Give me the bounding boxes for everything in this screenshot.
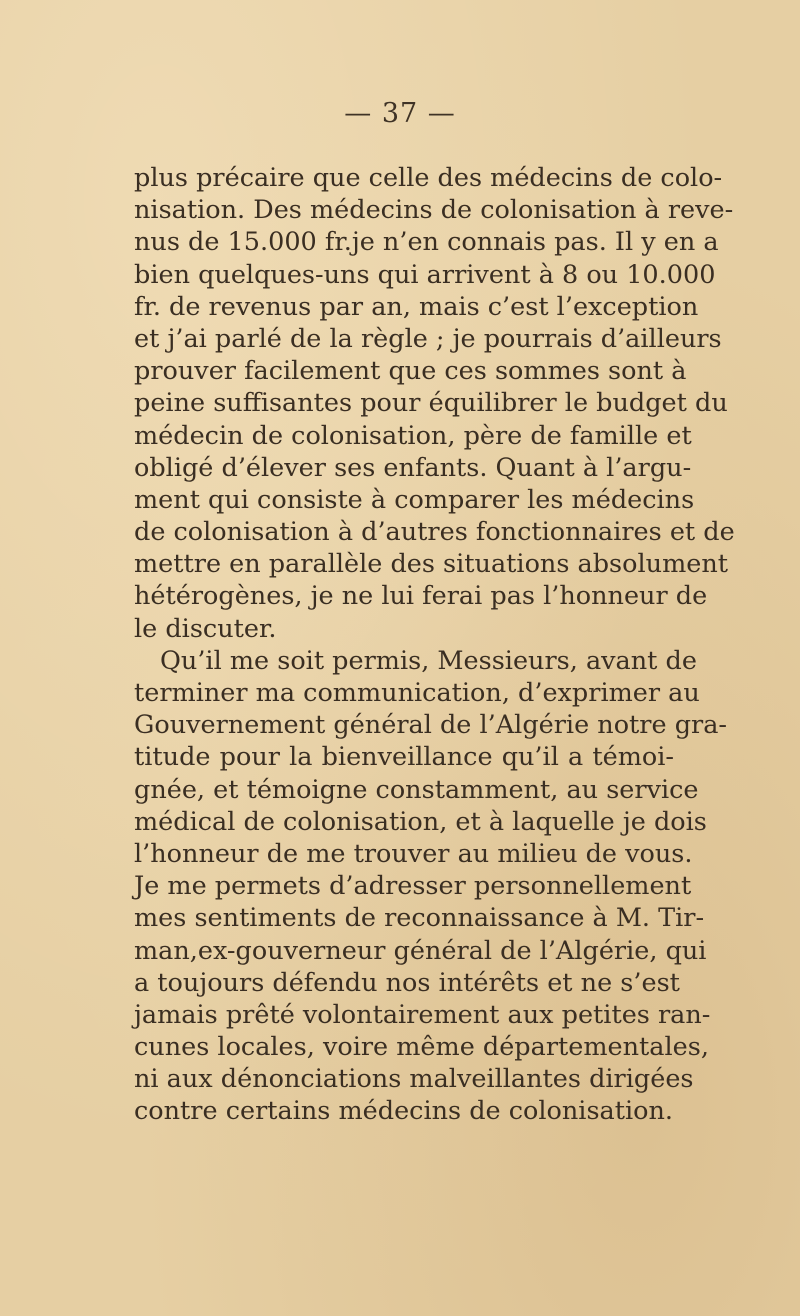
text-line: cunes locales, voire même départementales, (134, 1032, 709, 1063)
text-line: le discuter. (134, 613, 277, 644)
body-text (134, 162, 735, 1128)
text-line: nus de 15.000 fr.je n’en connais pas. Il y en a (134, 227, 719, 258)
text-line: médecin de colonisation, père de famille et (134, 420, 692, 451)
page-number: — 37 — (344, 98, 456, 129)
text-line: Qu’il me soit permis, Messieurs, avant de (160, 645, 697, 676)
text-line: man,ex-gouverneur général de l’Algérie, qui (134, 935, 707, 966)
text-line: médical de colonisation, et à laquelle je dois (134, 806, 707, 837)
text-line: jamais prêté volontairement aux petites ran- (134, 999, 711, 1030)
text-line: Gouvernement général de l’Algérie notre gra- (134, 710, 728, 741)
text-line: Je me permets d’adresser personnellement (134, 871, 692, 902)
text-line: prouver facilement que ces sommes sont à (134, 356, 687, 387)
text-line: ment qui consiste à comparer les médecins (134, 484, 695, 515)
text-line: ni aux dénonciations malveillantes dirigées (134, 1064, 694, 1095)
text-line: obligé d’élever ses enfants. Quant à l’argu- (134, 452, 692, 483)
text-line: terminer ma communication, d’exprimer au (134, 678, 700, 708)
text-line: hétérogènes, je ne lui ferai pas l’honneur de (134, 581, 708, 612)
text-line: mettre en parallèle des situations absolument (134, 549, 729, 580)
text-line: l’honneur de me trouver au milieu de vous. (134, 838, 693, 869)
text-line: plus précaire que celle des médecins de colo- (134, 163, 723, 193)
text-line: peine suffisantes pour équilibrer le budget du (134, 388, 728, 419)
text-line: et j’ai parlé de la règle ; je pourrais d’ailleurs (134, 323, 722, 354)
text-line: gnée, et témoigne constamment, au service (134, 774, 699, 805)
text-line: bien quelques-uns qui arrivent à 8 ou 10.000 (134, 259, 716, 290)
text-line: a toujours défendu nos intérêts et ne s’est (134, 967, 680, 998)
text-line: de colonisation à d’autres fonctionnaires et de (134, 517, 735, 548)
text-line: titude pour la bienveillance qu’il a témoi- (134, 742, 674, 773)
text-line: fr. de revenus par an, mais c’est l’exception (134, 291, 699, 322)
text-line: mes sentiments de reconnaissance à M. Tir- (134, 903, 705, 934)
text-line: contre certains médecins de colonisation. (134, 1096, 674, 1127)
text-line: nisation. Des médecins de colonisation à reve- (134, 195, 734, 226)
